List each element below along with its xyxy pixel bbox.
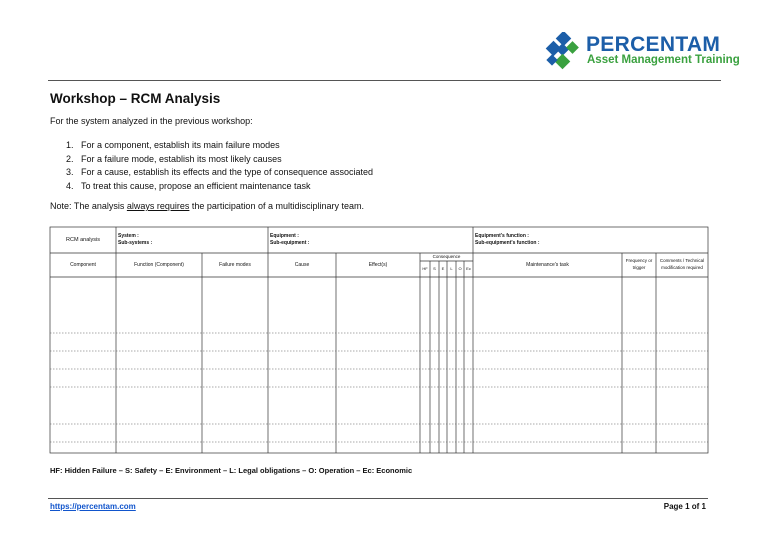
equipment-field: Equipment : Sub-equipment : — [270, 233, 310, 246]
page-number: Page 1 of 1 — [663, 502, 706, 511]
note-emphasis: always requires — [126, 201, 190, 211]
list-item: 3. For a cause, establish its effects and the type of consequence associated — [66, 167, 374, 177]
website-link[interactable]: https://percentam.com — [50, 502, 136, 511]
list-item: 2. For a failure mode, establish its most likely causes — [66, 153, 282, 164]
column-header-component: Component — [70, 262, 96, 268]
column-header-function: Function (Component) — [134, 262, 184, 268]
note-text: Note: The analysis always requires the participation of a multidisciplinary team. — [50, 201, 364, 211]
list-item: 4. To treat this cause, propose an efficient maintenance task — [66, 180, 311, 191]
consequence-code: S — [433, 266, 436, 271]
list-item: 1. For a component, establish its main failure modes — [66, 140, 280, 150]
consequence-code: L — [450, 266, 453, 271]
consequence-code: Ec — [466, 266, 471, 271]
brand-tagline: Asset Management Training — [587, 54, 740, 66]
system-field: System : Sub-systems : — [118, 233, 153, 246]
column-header-comments: Comments / Technical modification required — [659, 258, 705, 270]
intro-text: For the system analyzed in the previous workshop: — [50, 116, 253, 126]
consequence-legend: HF: Hidden Failure – S: Safety – E: Environment – L: Legal obligations – O: Operation – Ec: Economic — [50, 466, 413, 475]
brand-name: PERCENTAM — [586, 33, 721, 56]
column-header-failure-modes: Failure modes — [219, 262, 251, 268]
page-title: Workshop – RCM Analysis — [50, 91, 221, 106]
rcm-analysis-label: RCM analysis — [66, 237, 100, 243]
column-header-maintenance-task: Maintenance's task — [526, 262, 569, 268]
consequence-code: HF — [422, 266, 428, 271]
consequence-code: O — [458, 266, 462, 271]
column-header-effects: Effect(s) — [368, 262, 388, 268]
column-header-frequency: Frequency or trigger — [625, 258, 653, 270]
column-header-cause: Cause — [294, 262, 310, 268]
column-header-consequence: Consequence — [432, 254, 461, 259]
function-field: Equipment's function : Sub-equipment's function : — [475, 233, 540, 246]
footer-divider — [48, 498, 708, 499]
consequence-code: E — [441, 266, 445, 271]
